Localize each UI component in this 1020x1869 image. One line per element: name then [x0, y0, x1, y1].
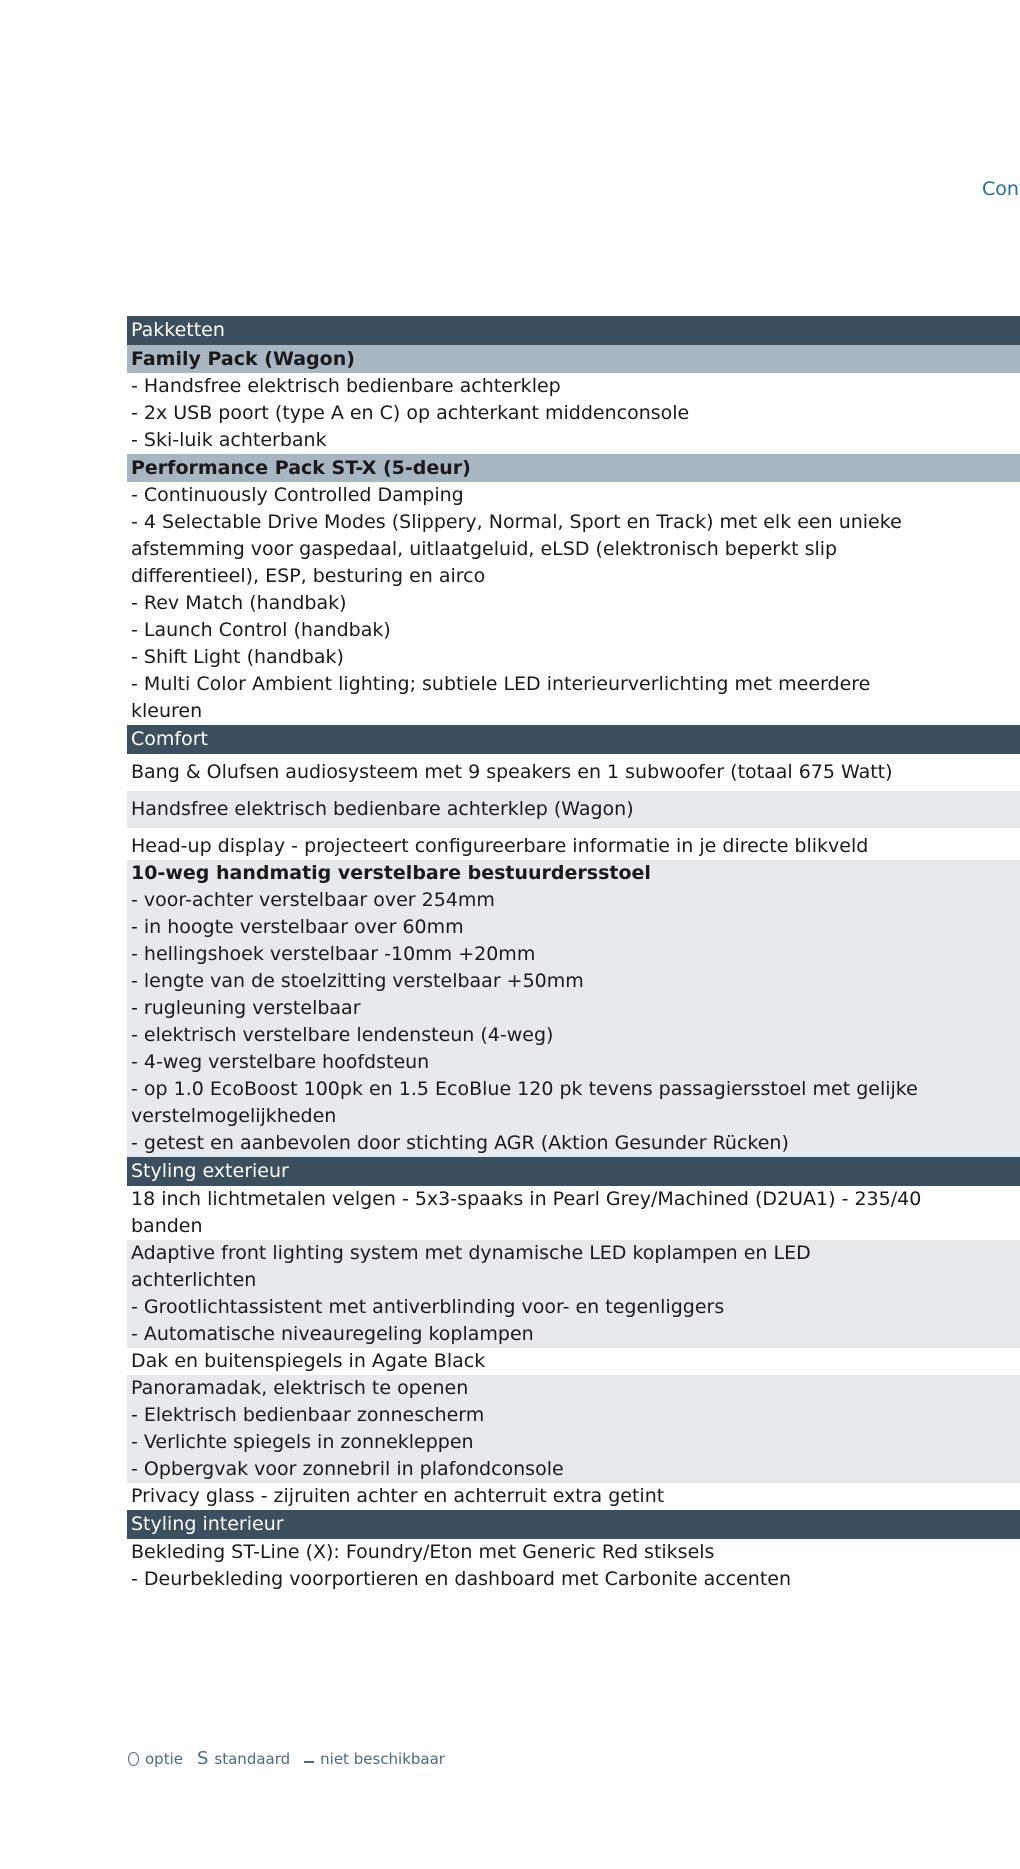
package-title-family: Family Pack (Wagon): [127, 345, 1020, 373]
list-item: 18 inch lichtmetalen velgen - 5x3-spaaks in Pearl Grey/Machined (D2UA1) - 235/40: [131, 1188, 922, 1210]
list-item: - lengte van de stoelzitting verstelbaar +50mm: [131, 970, 584, 992]
list-item: - getest en aanbevolen door stichting AGR (Aktion Gesunder Rücken): [131, 1132, 789, 1154]
list-item: - elektrisch verstelbare lendensteun (4-weg): [131, 1024, 554, 1046]
family-pack-lines: [127, 373, 1020, 454]
comfort-link[interactable]: Con: [982, 178, 1019, 200]
not-available-dash-icon: [304, 1761, 314, 1763]
list-item: - voor-achter verstelbaar over 254mm: [131, 889, 495, 911]
section-header-styling-exterieur: Styling exterieur: [127, 1157, 1020, 1186]
panorama-block: [127, 1375, 1020, 1483]
list-item: achterlichten: [131, 1269, 257, 1291]
legend-niet-beschikbaar: niet beschikbaar: [320, 1749, 445, 1768]
list-item: - Elektrisch bedienbaar zonnescherm: [131, 1404, 485, 1426]
list-item: - op 1.0 EcoBoost 100pk en 1.5 EcoBlue 120 pk tevens passagiersstoel met gelijke: [131, 1078, 918, 1100]
list-item: - rugleuning verstelbaar: [131, 997, 361, 1019]
interieur-block: [127, 1539, 1020, 1593]
list-item: - in hoogte verstelbaar over 60mm: [131, 916, 464, 938]
section-header-styling-interieur: Styling interieur: [127, 1510, 1020, 1539]
list-item: - Ski-luik achterbank: [131, 429, 327, 451]
list-item: - 2x USB poort (type A en C) op achterkant middenconsole: [131, 402, 690, 424]
list-item: - Multi Color Ambient lighting; subtiele LED interieurverlichting met meerdere: [131, 673, 871, 695]
table-row: Privacy glass - zijruiten achter en achterruit extra getint: [131, 1485, 665, 1507]
option-circle-icon: [128, 1752, 139, 1766]
list-item: - Deurbekleding voorportieren en dashboard met Carbonite accenten: [131, 1568, 792, 1590]
standard-s-icon: S: [196, 1748, 209, 1769]
seat-title: 10-weg handmatig verstelbare bestuurdersstoel: [131, 862, 651, 884]
seat-block: [127, 860, 1020, 1157]
lighting-block: [127, 1240, 1020, 1348]
legend: [128, 1748, 445, 1769]
section-header-comfort: Comfort: [127, 725, 1020, 754]
list-item: Bekleding ST-Line (X): Foundry/Eton met Generic Red stiksels: [131, 1541, 715, 1563]
list-item: - Handsfree elektrisch bedienbare achterklep: [131, 375, 561, 397]
list-item: - hellingshoek verstelbaar -10mm +20mm: [131, 943, 536, 965]
table-row: Bang & Olufsen audiosysteem met 9 speakers en 1 subwoofer (totaal 675 Watt): [127, 759, 1020, 786]
list-item: - Shift Light (handbak): [131, 646, 344, 668]
legend-standaard: standaard: [214, 1749, 291, 1768]
package-title-performance: Performance Pack ST-X (5-deur): [127, 454, 1020, 482]
list-item: Panoramadak, elektrisch te openen: [131, 1377, 469, 1399]
list-item: - Rev Match (handbak): [131, 592, 347, 614]
table-row: Handsfree elektrisch bedienbare achterklep (Wagon): [127, 796, 1020, 823]
options-table: [127, 316, 1020, 1593]
performance-pack-lines: [127, 482, 1020, 725]
list-item: verstelmogelijkheden: [131, 1105, 337, 1127]
list-item: - Opbergvak voor zonnebril in plafondconsole: [131, 1458, 564, 1480]
section-header-pakketten: Pakketten: [127, 316, 1020, 345]
list-item: banden: [131, 1215, 203, 1237]
list-item: - Launch Control (handbak): [131, 619, 391, 641]
list-item: - 4 Selectable Drive Modes (Slippery, Normal, Sport en Track) met elk een unieke: [131, 511, 902, 533]
table-row: Dak en buitenspiegels in Agate Black: [131, 1350, 486, 1372]
list-item: kleuren: [131, 700, 203, 722]
list-item: - Verlichte spiegels in zonnekleppen: [131, 1431, 474, 1453]
list-item: - Grootlichtassistent met antiverblinding voor- en tegenliggers: [131, 1296, 725, 1318]
list-item: - Automatische niveauregeling koplampen: [131, 1323, 534, 1345]
list-item: Adaptive front lighting system met dynamische LED koplampen en LED: [131, 1242, 811, 1264]
table-row: Head-up display - projecteert configureerbare informatie in je directe blikveld: [127, 833, 1020, 860]
legend-optie: optie: [145, 1749, 183, 1768]
list-item: - 4-weg verstelbare hoofdsteun: [131, 1051, 430, 1073]
list-item: differentieel), ESP, besturing en airco: [131, 565, 486, 587]
list-item: afstemming voor gaspedaal, uitlaatgeluid, eLSD (elektronisch beperkt slip: [131, 538, 838, 560]
wheels-block: [127, 1186, 1020, 1240]
list-item: - Continuously Controlled Damping: [131, 484, 464, 506]
